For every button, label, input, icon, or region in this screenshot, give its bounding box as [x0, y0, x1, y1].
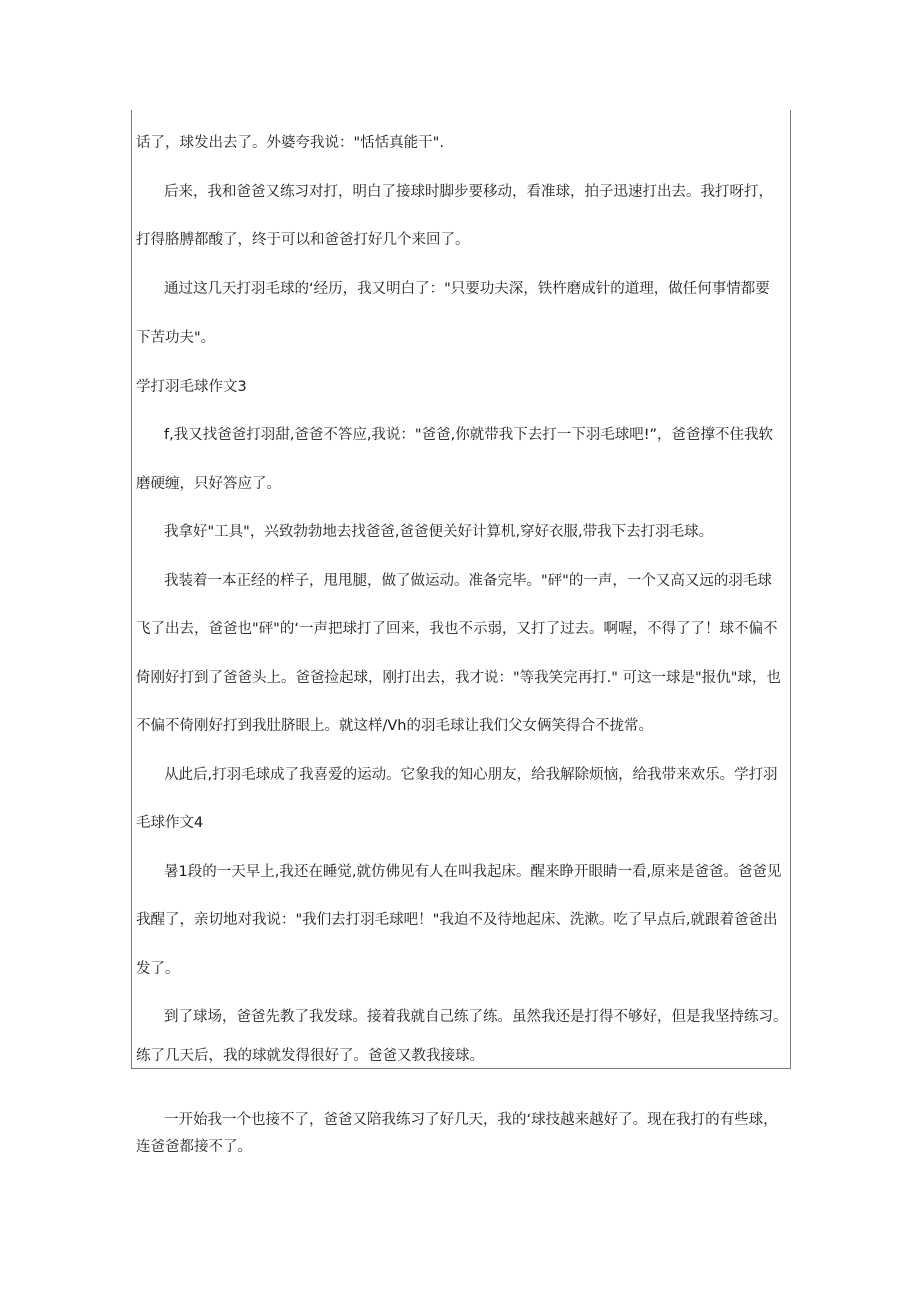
text-line: 磨硬缠，只好答应了。	[136, 476, 281, 492]
text-line: 不偏不倚刚好打到我肚脐眼上。就这样/Vh的羽毛球让我们父女俩笑得合不拢常。	[136, 718, 653, 734]
text-line: 我装着一本正经的样子，甩甩腿，做了做运动。准备完毕。"砰"的一声，一个又高又远的羽毛球	[164, 573, 772, 589]
text-line: 飞了出去，爸爸也"砰"的‘一声把球打了回来，我也不示弱，又打了过去。啊喔，不得了了！球不偏不	[136, 621, 778, 637]
section-heading: 毛球作文4	[136, 815, 204, 831]
text-line: 后来，我和爸爸又练习对打，明白了接球时脚步要移动，看准球，拍子迅速打出去。我打呀打，	[164, 184, 773, 200]
text-line: 一开始我一个也接不了，爸爸又陪我练习了好几天，我的‘球技越来越好了。现在我打的有些球，	[164, 1112, 778, 1128]
text-line: 下苦功夫"。	[136, 330, 216, 346]
text-line: 通过这几天打羽毛球的‘经历，我又明白了："只要功夫深，铁杵磨成针的道理，做任何事情都要	[164, 281, 770, 297]
text-line: 话了，球发出去了。外婆夸我说："恬恬真能干".	[136, 135, 444, 151]
text-line: 我拿好"工具"，兴致勃勃地去找爸爸,爸爸便关好计算机,穿好衣服,带我下去打羽毛球。	[164, 524, 714, 540]
text-line: 倚刚好打到了爸爸头上。爸爸捡起球，刚打出去，我才说："等我笑完再打." 可这一球是"报仇"球，也	[136, 670, 781, 686]
text-line: 发了。	[136, 961, 180, 977]
section-heading: 学打羽毛球作文3	[136, 379, 247, 395]
text-line: f,我又找爸爸打羽甜,爸爸不答应,我说："爸爸,你就带我下去打一下羽毛球吧!”，爸爸撑不住我软	[164, 427, 774, 443]
text-line: 打得胳膊都酸了，终于可以和爸爸打好几个来回了。	[136, 232, 470, 248]
text-line: 从此后,打羽毛球成了我喜爱的运动。它象我的知心朋友，给我解除烦恼，给我带来欢乐。学打羽	[164, 767, 778, 783]
text-line: 练了几天后，我的球就发得很好了。爸爸又教我接球。	[136, 1048, 484, 1064]
text-line: 连爸爸都接不了。	[136, 1139, 252, 1155]
text-line: 我醒了，亲切地对我说："我们去打羽毛球吧！"我迫不及待地起床、洗漱。吃了早点后,就跟着爸爸出	[136, 912, 778, 928]
text-line: 暑1段的一天早上,我还在睡觉,就仿佛见有人在叫我起床。醒来睁开眼睛一看,原来是爸爸。爸爸见	[164, 864, 782, 880]
text-line: 到了球场，爸爸先教了我发球。接着我就自己练了练。虽然我还是打得不够好，但是我坚持练习。	[164, 1009, 788, 1025]
